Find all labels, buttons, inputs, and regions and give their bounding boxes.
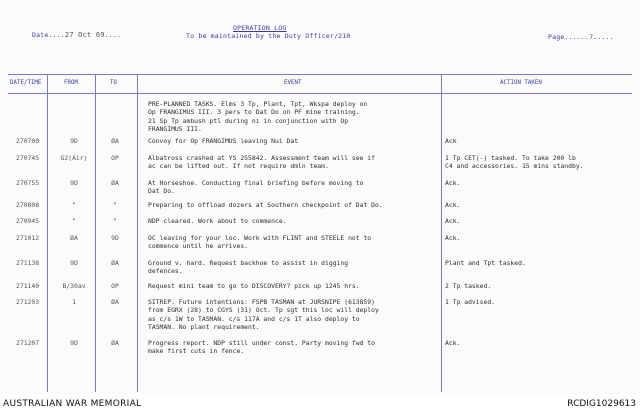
row-from: B/30av: [62, 282, 86, 290]
row-event: At Horseshoe. Conducting final briefing before moving to Dat Do.: [148, 179, 364, 196]
row-date: 271012: [16, 234, 40, 242]
row-date: 271203: [16, 298, 40, 306]
row-date: 271207: [16, 339, 40, 347]
row-to: ØA: [111, 339, 119, 347]
row-action: Ack.: [445, 339, 461, 347]
row-date: 270700: [16, 137, 40, 145]
row-date: 270945: [16, 217, 40, 225]
row-date: 270745: [16, 154, 40, 162]
log-subtitle: To be maintained by the Duty Officer/210: [186, 32, 351, 40]
row-event: PRE-PLANNED TASKS. Elms 3 Tp, Plant, Tpt, Wkspa deploy on Op FRANGIMUS III. 3 pers to Dat Do on PF mine training. 21 Sp Tp ambush ptl during ni in conjunction with Op FRANGIMUS III.: [148, 100, 368, 134]
row-from: ": [72, 217, 76, 225]
page-trail: .....: [593, 33, 614, 41]
row-to: ØA: [111, 259, 119, 267]
row-event: SITREP. Future intentions: FSPB TASMAN at JURSNIPE (613859) from EGRX (28) to CGYS (31) Oct. Tp sgt this loc will deploy as c/s 1W to TASMAN. c/s 117A and c/s 1T also deploy to TASMAN. No plant requirement.: [148, 298, 379, 332]
row-event: Convoy for Op FRANGIMUS leaving Nui Dat: [148, 137, 299, 145]
page-label: Page......: [548, 33, 590, 41]
row-to: OP: [111, 282, 119, 290]
row-action: Ack.: [445, 201, 461, 209]
column-header-to: TO: [110, 80, 117, 86]
row-action: 1 Tp CET(-) tasked. To take 200 lb C4 and accessories. 15 mins standby.: [445, 154, 584, 171]
row-from: ": [72, 201, 76, 209]
column-divider: [441, 74, 442, 392]
row-action: Ack.: [445, 217, 461, 225]
row-action: 1 Tp advised.: [445, 298, 496, 306]
page-value: 7: [589, 33, 594, 41]
row-action: 2 Tp tasked.: [445, 282, 492, 290]
date-trail: ....: [104, 31, 122, 39]
row-action: Plant and Tpt tasked.: [445, 259, 526, 267]
column-divider: [137, 74, 138, 392]
row-event: Preparing to offload dozers at Southern checkpoint of Dat Do.: [148, 201, 383, 209]
row-event: NDP cleared. Work about to commence.: [148, 217, 287, 225]
row-to: ": [113, 217, 117, 225]
row-from: ØA: [70, 234, 78, 242]
row-date: 271140: [16, 282, 40, 290]
row-event: Albatross crashed at YS 255842. Assessment team will see if ac can be lifted out. If not require dmln team.: [148, 154, 376, 171]
page-field: [548, 33, 614, 41]
date-label: Date....: [32, 31, 65, 39]
log-title: OPERATION LOG: [233, 24, 287, 32]
row-from: 9D: [70, 137, 78, 145]
row-date: 270755: [16, 179, 40, 187]
record-id: RCDIG1029613: [567, 399, 636, 409]
column-header-action: ACTION TAKEN: [500, 80, 542, 86]
row-to: 9D: [111, 234, 119, 242]
row-to: ØA: [111, 179, 119, 187]
column-divider: [95, 74, 96, 392]
column-header-from: FROM: [64, 80, 78, 86]
row-to: OP: [111, 154, 119, 162]
row-from: 9D: [70, 339, 78, 347]
row-date: 271138: [16, 259, 40, 267]
row-event: OC leaving for your loc. Work with FLINT and STEELE not to commence until he arrives.: [148, 234, 372, 251]
row-to: ØA: [111, 137, 119, 145]
row-to: ØA: [111, 298, 119, 306]
column-divider: [47, 74, 48, 392]
row-event: Ground v. hard. Request backhoe to assist in digging defences.: [148, 259, 349, 276]
column-header-event: EVENT: [284, 80, 302, 86]
date-value: 27 Oct 69: [64, 31, 105, 39]
row-event: Request mini team to go to DISCOVERY? pick up 1245 hrs.: [148, 282, 360, 290]
row-from: 1: [72, 298, 76, 306]
row-to: ": [113, 201, 117, 209]
column-header-date: DATE/TIME: [10, 80, 42, 86]
row-action: Ack.: [445, 179, 461, 187]
archive-footer: [0, 394, 640, 414]
table-top-rule: [8, 74, 632, 75]
row-action: Ack.: [445, 234, 461, 242]
date-field: [32, 31, 121, 39]
row-date: 270808: [16, 201, 40, 209]
row-from: 9D: [70, 259, 78, 267]
row-event: Progress report. NDP still under const. Party moving fwd to make first cuts in fence.: [148, 339, 376, 356]
row-action: Ack: [445, 137, 457, 145]
row-from: 9D: [70, 179, 78, 187]
header-bottom-rule: [8, 93, 632, 94]
archive-name: AUSTRALIAN WAR MEMORIAL: [3, 399, 142, 409]
row-from: G2(Air): [60, 154, 88, 162]
